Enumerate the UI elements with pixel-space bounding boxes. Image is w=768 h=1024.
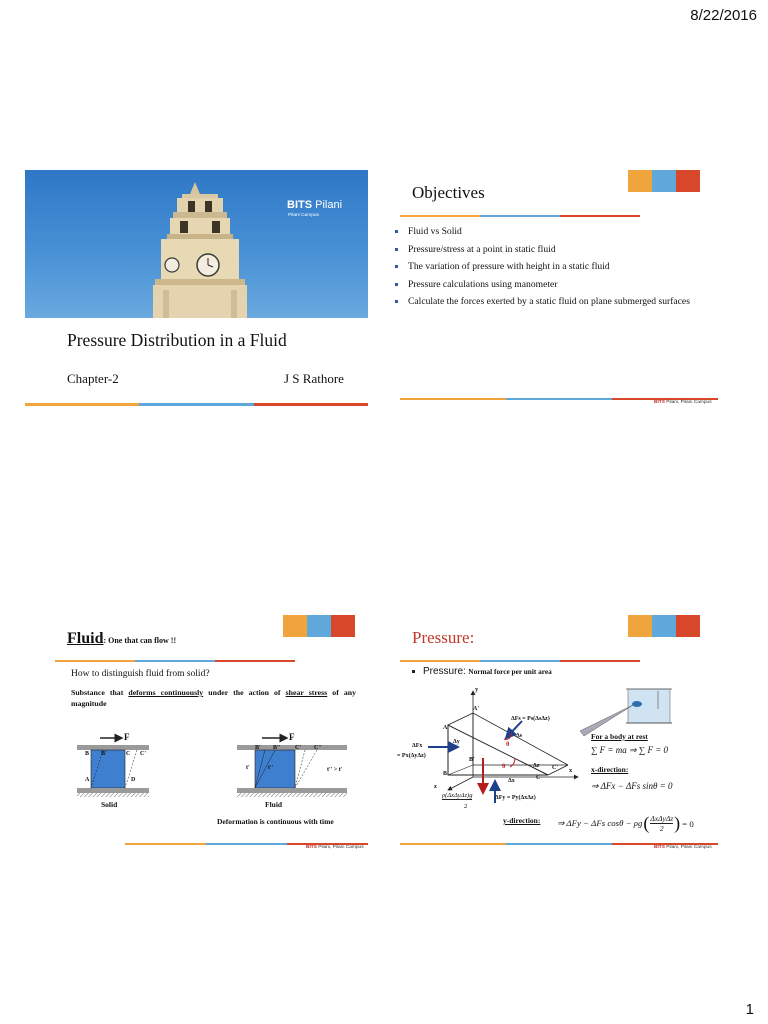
title-underline [400, 215, 640, 217]
x-direction-equation: ⇒ ΔFx − ΔFs sinθ = 0 [591, 781, 673, 791]
point-b: B [443, 771, 448, 777]
point-c: C [536, 775, 541, 781]
y-direction-label: y-direction: [503, 816, 541, 825]
pressure-title: Pressure: [412, 628, 475, 647]
axis-x: x [569, 767, 573, 774]
y-direction-equation: ⇒ ΔFy − ΔFs cosθ − ρg ( ΔxΔyΔz 2 ) = 0 [557, 813, 694, 833]
clock-tower-illustration [25, 170, 368, 318]
rest-title: For a body at rest [591, 732, 648, 741]
axis-z: z [434, 783, 437, 790]
slide-objectives [400, 170, 743, 410]
bits-brand-rest: Pilani [312, 199, 343, 211]
force-label: F [289, 732, 295, 742]
campus-photo [25, 170, 368, 318]
point-a-prime: A' [473, 706, 479, 712]
objectives-title: Objectives [412, 183, 485, 202]
page-number: 1 [745, 1001, 754, 1018]
objective-item: Pressure/stress at a point in static fluid [395, 244, 691, 256]
bits-footer: BITS Pilani, Pilani Campus [306, 845, 364, 850]
force-label: F [124, 732, 130, 742]
point-b-prime: B' [101, 751, 107, 757]
point-c-prime: C' [552, 765, 558, 771]
delta-y: Δy [453, 739, 460, 745]
point-c-double-prime: C'' [314, 745, 322, 751]
bits-stripe-logo [283, 615, 355, 637]
x-direction-label: x-direction: [591, 765, 629, 774]
solid-label: Solid [101, 800, 118, 809]
axis-y: y [475, 686, 479, 693]
time-t2: t'' [268, 765, 274, 771]
slide-fluid [25, 615, 368, 855]
point-c-prime: C' [295, 745, 301, 751]
bits-footer: BITS Pilani, Pilani Campus [654, 845, 712, 850]
objective-item: Pressure calculations using manometer [395, 279, 691, 291]
delta-z: Δz [533, 763, 540, 769]
point-c-prime: C' [140, 751, 146, 757]
point-b-prime: B' [469, 757, 475, 763]
weight-denominator: 2 [464, 803, 468, 810]
deformation-note: Deformation is continuous with time [217, 817, 334, 826]
fluid-label: Fluid [265, 800, 283, 809]
pressure-bullet: Pressure: Normal force per unit area [412, 666, 552, 677]
chapter-label: Chapter-2 [67, 371, 119, 386]
theta-2: θ [502, 763, 506, 770]
force-fx-eq: = Px(ΔyΔz) [397, 753, 426, 759]
title-underline [55, 660, 295, 662]
rest-equation: ∑ F = ma ⇒ ∑ F = 0 [591, 745, 669, 755]
slide-pressure [397, 615, 743, 855]
fluid-question: How to distinguish fluid from solid? [71, 669, 210, 679]
force-fx: ΔFx [412, 743, 423, 749]
bits-brand-bold: BITS [287, 199, 313, 211]
presentation-title: Pressure Distribution in a Fluid [67, 330, 287, 350]
point-b-prime: B' [255, 745, 261, 751]
point-a: A [85, 777, 90, 783]
force-fy: ΔFy = Py(ΔxΔz) [495, 795, 536, 801]
bits-footer: BITS Pilani, Pilani Campus [654, 400, 712, 405]
fluid-title-word: Fluid [67, 630, 104, 647]
force-fs: ΔFs = Ps(ΔsΔz) [511, 716, 550, 722]
time-relation: t'' > t' [327, 767, 343, 773]
point-d: D [131, 777, 136, 783]
fluid-definition: Substance that deforms continuously under the action of shear stress of any magnitude [71, 688, 356, 708]
fluid-title [67, 630, 176, 648]
point-b-double-prime: B'' [273, 745, 281, 751]
bits-stripe-logo [628, 615, 700, 637]
theta-1: θ [506, 741, 510, 748]
point-a: A [443, 725, 448, 731]
delta-x: Δx [508, 778, 515, 784]
time-t1: t' [246, 765, 250, 771]
objectives-list [395, 226, 691, 314]
objective-item: The variation of pressure with height in a static fluid [395, 261, 691, 273]
bits-campus: Pilani Campus [288, 213, 319, 218]
slide-title [25, 170, 368, 410]
point-b: B [85, 751, 90, 757]
fluid-subtitle: : One that can flow !! [103, 636, 177, 645]
objective-item: Fluid vs Solid [395, 226, 691, 238]
slide1-bottom-stripe [25, 403, 368, 406]
author-name: J S Rathore [284, 371, 344, 386]
objective-item: Calculate the forces exerted by a static fluid on plane submerged surfaces [395, 296, 691, 308]
bits-brand [287, 199, 342, 211]
point-c: C [126, 751, 131, 757]
title-underline [400, 660, 640, 662]
delta-s: Δs [516, 733, 523, 739]
page-date: 8/22/2016 [690, 7, 757, 24]
weight-numerator: ρ(ΔxΔyΔz)g [442, 792, 473, 799]
bits-stripe-logo [628, 170, 700, 192]
